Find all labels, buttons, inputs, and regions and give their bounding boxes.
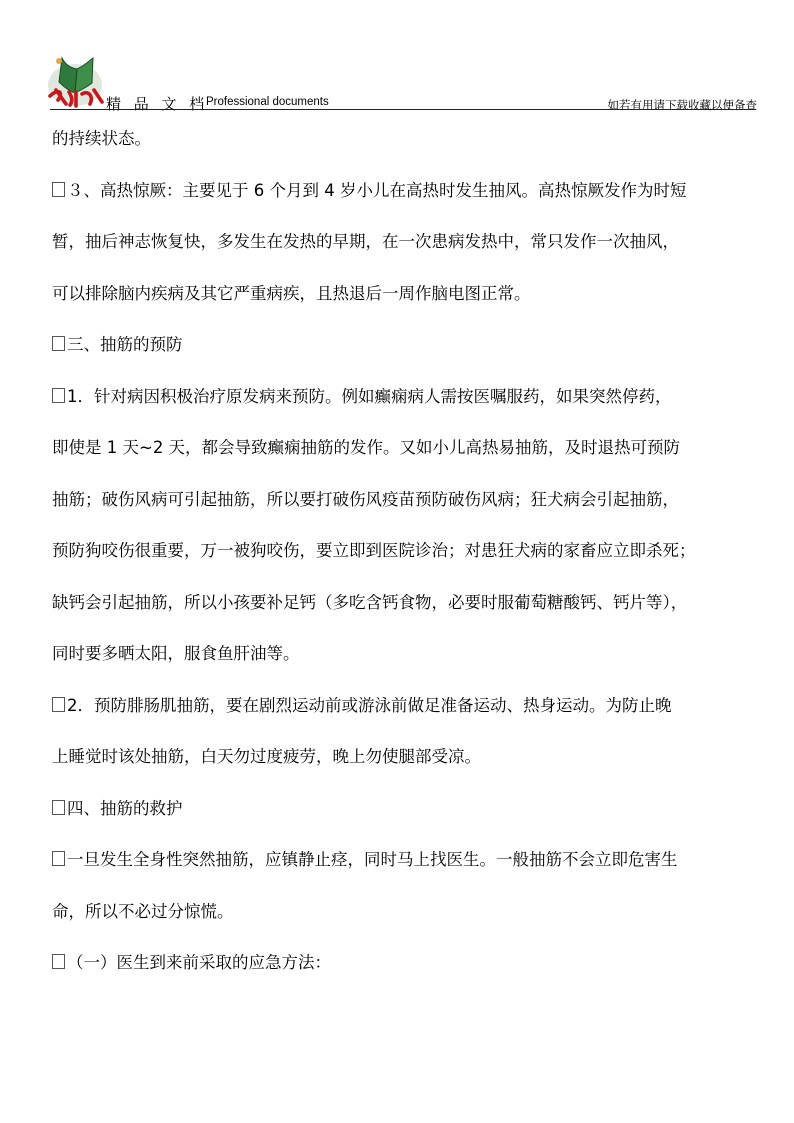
header-download-note: 如若有用请下载收藏以便备查 [607, 98, 757, 112]
text-line: 缺钙会引起抽筋，所以小孩要补足钙（多吃含钙食物，必要时服葡萄糖酸钙、钙片等）， [52, 592, 688, 612]
checkbox-glyph [52, 182, 65, 197]
text-line: 可以排除脑内疾病及其它严重病疾，且热退后一周作脑电图正常。 [52, 283, 531, 303]
text-line: 抽筋；破伤风病可引起抽筋，所以要打破伤风疫苗预防破伤风病；狂犬病会引起抽筋， [52, 489, 679, 509]
checkbox-glyph [52, 954, 65, 969]
header-title: 精 品 文 档 [106, 95, 209, 113]
text-line: 预防狗咬伤很重要，万一被狗咬伤，要立即到医院诊治；对患狂犬病的家畜应立即杀死； [52, 541, 696, 560]
header-divider [50, 109, 756, 110]
text-line: 2．预防腓肠肌抽筋，要在剧烈运动前或游泳前做足准备运动、热身运动。为防止晚 [52, 680, 766, 732]
checkbox-glyph [52, 697, 65, 712]
checkbox-glyph [52, 336, 65, 351]
section-heading: 四、抽筋的救护 [52, 783, 766, 835]
text-line: 的持续状态。 [52, 129, 151, 148]
page-header [0, 0, 794, 115]
logo [46, 52, 106, 112]
checkbox-glyph [52, 800, 65, 815]
checkbox-glyph [52, 851, 65, 866]
text-line: 命，所以不必过分惊慌。 [52, 901, 234, 921]
text-line: 暂，抽后神志恢复快，多发生在发热的早期，在一次患病发热中，常只发作一次抽风， [52, 232, 679, 251]
text-line: （一）医生到来前采取的应急方法： [52, 937, 766, 989]
text-line: 1．针对病因积极治疗原发病来预防。例如癫痫病人需按医嘱服药，如果突然停药， [52, 371, 766, 423]
book-logo-icon [46, 52, 106, 112]
text-line: 一旦发生全身性突然抽筋，应镇静止痉，同时马上找医生。一般抽筋不会立即危害生 [52, 834, 766, 886]
document-body [52, 113, 766, 989]
text-line: 同时要多晒太阳，服食鱼肝油等。 [52, 644, 300, 663]
header-subtitle: Professional documents [206, 96, 329, 108]
text-line: ３、高热惊厥：主要见于 6 个月到 4 岁小儿在高热时发生抽风。高热惊厥发作为时短 [52, 165, 766, 217]
checkbox-glyph [52, 388, 65, 403]
section-heading: 三、抽筋的预防 [52, 319, 766, 371]
text-line: 即使是 1 天~2 天，都会导致癫痫抽筋的发作。又如小儿高热易抽筋，及时退热可预防 [52, 438, 681, 457]
text-line: 上睡觉时该处抽筋，白天勿过度疲劳，晚上勿使腿部受凉。 [52, 747, 481, 766]
